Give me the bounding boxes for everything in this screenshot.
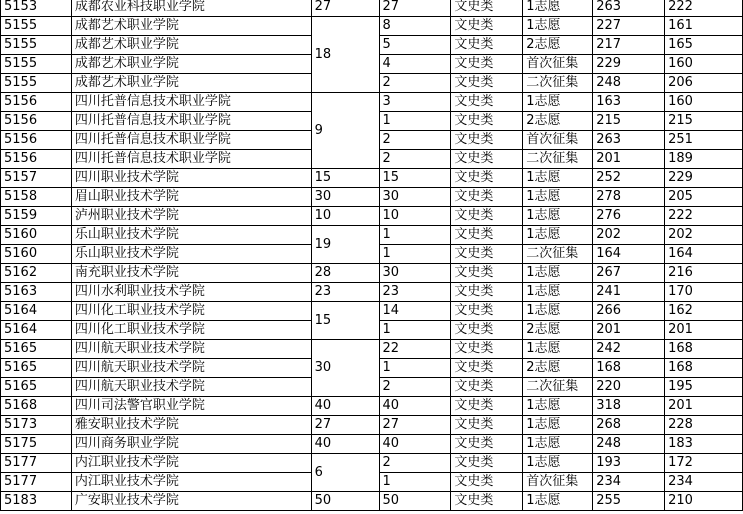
admit-count-cell: 8 xyxy=(379,17,451,36)
school-name-cell: 内江职业技术学院 xyxy=(71,473,311,492)
plan-count-cell: 40 xyxy=(311,435,379,454)
max-score-cell: 163 xyxy=(593,93,665,112)
table-row xyxy=(1,17,743,36)
max-score-cell: 248 xyxy=(593,74,665,93)
min-score-cell: 201 xyxy=(665,397,743,416)
admit-count-cell: 1 xyxy=(379,321,451,340)
min-score-cell: 222 xyxy=(665,0,743,17)
category-cell: 文史类 xyxy=(451,0,523,17)
min-score-cell: 251 xyxy=(665,131,743,150)
school-name-cell: 乐山职业技术学院 xyxy=(71,245,311,264)
plan-count-cell: 23 xyxy=(311,283,379,302)
school-name-cell: 乐山职业技术学院 xyxy=(71,226,311,245)
admit-count-cell: 1 xyxy=(379,473,451,492)
school-name-cell: 四川商务职业学院 xyxy=(71,435,311,454)
max-score-cell: 193 xyxy=(593,454,665,473)
category-cell: 文史类 xyxy=(451,245,523,264)
school-name-cell: 四川司法警官职业学院 xyxy=(71,397,311,416)
school-name-cell: 泸州职业技术学院 xyxy=(71,207,311,226)
admit-count-cell: 2 xyxy=(379,378,451,397)
max-score-cell: 318 xyxy=(593,397,665,416)
plan-count-cell: 9 xyxy=(311,93,379,169)
school-name-cell: 成都艺术职业学院 xyxy=(71,36,311,55)
max-score-cell: 278 xyxy=(593,188,665,207)
category-cell: 文史类 xyxy=(451,454,523,473)
category-cell: 文史类 xyxy=(451,473,523,492)
school-code-cell: 5156 xyxy=(1,93,72,112)
category-cell: 文史类 xyxy=(451,378,523,397)
table-row xyxy=(1,188,743,207)
max-score-cell: 202 xyxy=(593,226,665,245)
max-score-cell: 201 xyxy=(593,321,665,340)
round-cell: 二次征集 xyxy=(523,378,593,397)
min-score-cell: 168 xyxy=(665,359,743,378)
category-cell: 文史类 xyxy=(451,188,523,207)
table-row xyxy=(1,416,743,435)
table-row xyxy=(1,454,743,473)
round-cell: 1志愿 xyxy=(523,17,593,36)
category-cell: 文史类 xyxy=(451,321,523,340)
school-code-cell: 5168 xyxy=(1,397,72,416)
school-name-cell: 内江职业技术学院 xyxy=(71,454,311,473)
round-cell: 二次征集 xyxy=(523,245,593,264)
table-row xyxy=(1,283,743,302)
min-score-cell: 201 xyxy=(665,321,743,340)
school-name-cell: 雅安职业技术学院 xyxy=(71,416,311,435)
min-score-cell: 216 xyxy=(665,264,743,283)
max-score-cell: 168 xyxy=(593,359,665,378)
min-score-cell: 210 xyxy=(665,492,743,511)
admit-count-cell: 30 xyxy=(379,264,451,283)
plan-count-cell: 6 xyxy=(311,454,379,492)
school-name-cell: 成都农业科技职业学院 xyxy=(71,0,311,17)
school-code-cell: 5160 xyxy=(1,226,72,245)
school-name-cell: 四川化工职业技术学院 xyxy=(71,302,311,321)
school-code-cell: 5155 xyxy=(1,17,72,36)
school-code-cell: 5155 xyxy=(1,36,72,55)
table-row xyxy=(1,435,743,454)
school-name-cell: 成都艺术职业学院 xyxy=(71,74,311,93)
school-code-cell: 5177 xyxy=(1,473,72,492)
admit-count-cell: 2 xyxy=(379,454,451,473)
school-name-cell: 四川化工职业技术学院 xyxy=(71,321,311,340)
round-cell: 1志愿 xyxy=(523,226,593,245)
school-name-cell: 成都艺术职业学院 xyxy=(71,55,311,74)
round-cell: 1志愿 xyxy=(523,397,593,416)
category-cell: 文史类 xyxy=(451,340,523,359)
table-row xyxy=(1,340,743,359)
max-score-cell: 276 xyxy=(593,207,665,226)
category-cell: 文史类 xyxy=(451,302,523,321)
round-cell: 1志愿 xyxy=(523,169,593,188)
category-cell: 文史类 xyxy=(451,226,523,245)
round-cell: 首次征集 xyxy=(523,473,593,492)
plan-count-cell: 30 xyxy=(311,188,379,207)
school-code-cell: 5156 xyxy=(1,131,72,150)
max-score-cell: 201 xyxy=(593,150,665,169)
min-score-cell: 160 xyxy=(665,55,743,74)
admit-count-cell: 30 xyxy=(379,188,451,207)
min-score-cell: 228 xyxy=(665,416,743,435)
round-cell: 1志愿 xyxy=(523,264,593,283)
school-code-cell: 5160 xyxy=(1,245,72,264)
plan-count-cell: 27 xyxy=(311,0,379,17)
round-cell: 1志愿 xyxy=(523,492,593,511)
min-score-cell: 215 xyxy=(665,112,743,131)
plan-count-cell: 30 xyxy=(311,340,379,397)
admit-count-cell: 4 xyxy=(379,55,451,74)
school-name-cell: 四川航天职业技术学院 xyxy=(71,340,311,359)
round-cell: 1志愿 xyxy=(523,302,593,321)
max-score-cell: 268 xyxy=(593,416,665,435)
school-name-cell: 四川托普信息技术职业学院 xyxy=(71,131,311,150)
min-score-cell: 229 xyxy=(665,169,743,188)
school-code-cell: 5155 xyxy=(1,74,72,93)
school-code-cell: 5177 xyxy=(1,454,72,473)
admit-count-cell: 15 xyxy=(379,169,451,188)
category-cell: 文史类 xyxy=(451,416,523,435)
category-cell: 文史类 xyxy=(451,150,523,169)
round-cell: 二次征集 xyxy=(523,74,593,93)
school-code-cell: 5159 xyxy=(1,207,72,226)
admit-count-cell: 22 xyxy=(379,340,451,359)
min-score-cell: 170 xyxy=(665,283,743,302)
table-row xyxy=(1,93,743,112)
min-score-cell: 165 xyxy=(665,36,743,55)
round-cell: 1志愿 xyxy=(523,454,593,473)
admit-count-cell: 1 xyxy=(379,112,451,131)
min-score-cell: 195 xyxy=(665,378,743,397)
school-code-cell: 5165 xyxy=(1,340,72,359)
min-score-cell: 162 xyxy=(665,302,743,321)
category-cell: 文史类 xyxy=(451,435,523,454)
max-score-cell: 220 xyxy=(593,378,665,397)
admit-count-cell: 2 xyxy=(379,131,451,150)
school-name-cell: 四川航天职业技术学院 xyxy=(71,359,311,378)
category-cell: 文史类 xyxy=(451,359,523,378)
school-name-cell: 四川水利职业技术学院 xyxy=(71,283,311,302)
category-cell: 文史类 xyxy=(451,131,523,150)
min-score-cell: 164 xyxy=(665,245,743,264)
category-cell: 文史类 xyxy=(451,112,523,131)
category-cell: 文史类 xyxy=(451,17,523,36)
admit-count-cell: 27 xyxy=(379,416,451,435)
admit-count-cell: 10 xyxy=(379,207,451,226)
category-cell: 文史类 xyxy=(451,264,523,283)
max-score-cell: 255 xyxy=(593,492,665,511)
min-score-cell: 172 xyxy=(665,454,743,473)
plan-count-cell: 10 xyxy=(311,207,379,226)
min-score-cell: 222 xyxy=(665,207,743,226)
school-code-cell: 5155 xyxy=(1,55,72,74)
table-row xyxy=(1,264,743,283)
school-code-cell: 5162 xyxy=(1,264,72,283)
plan-count-cell: 18 xyxy=(311,17,379,93)
round-cell: 2志愿 xyxy=(523,112,593,131)
round-cell: 1志愿 xyxy=(523,283,593,302)
school-name-cell: 四川托普信息技术职业学院 xyxy=(71,112,311,131)
plan-count-cell: 15 xyxy=(311,302,379,340)
admit-count-cell: 50 xyxy=(379,492,451,511)
admit-count-cell: 5 xyxy=(379,36,451,55)
min-score-cell: 160 xyxy=(665,93,743,112)
school-name-cell: 成都艺术职业学院 xyxy=(71,17,311,36)
category-cell: 文史类 xyxy=(451,74,523,93)
min-score-cell: 168 xyxy=(665,340,743,359)
school-code-cell: 5156 xyxy=(1,112,72,131)
admit-count-cell: 27 xyxy=(379,0,451,17)
table-row xyxy=(1,397,743,416)
max-score-cell: 263 xyxy=(593,131,665,150)
category-cell: 文史类 xyxy=(451,492,523,511)
school-code-cell: 5157 xyxy=(1,169,72,188)
table-row xyxy=(1,169,743,188)
round-cell: 1志愿 xyxy=(523,435,593,454)
category-cell: 文史类 xyxy=(451,283,523,302)
round-cell: 1志愿 xyxy=(523,0,593,17)
plan-count-cell: 15 xyxy=(311,169,379,188)
category-cell: 文史类 xyxy=(451,207,523,226)
plan-count-cell: 28 xyxy=(311,264,379,283)
admit-count-cell: 2 xyxy=(379,74,451,93)
school-code-cell: 5183 xyxy=(1,492,72,511)
school-code-cell: 5156 xyxy=(1,150,72,169)
round-cell: 1志愿 xyxy=(523,188,593,207)
school-code-cell: 5153 xyxy=(1,0,72,17)
max-score-cell: 263 xyxy=(593,0,665,17)
school-name-cell: 四川航天职业技术学院 xyxy=(71,378,311,397)
school-name-cell: 四川托普信息技术职业学院 xyxy=(71,93,311,112)
table-row xyxy=(1,0,743,17)
school-name-cell: 广安职业技术学院 xyxy=(71,492,311,511)
max-score-cell: 266 xyxy=(593,302,665,321)
max-score-cell: 164 xyxy=(593,245,665,264)
round-cell: 1志愿 xyxy=(523,93,593,112)
round-cell: 1志愿 xyxy=(523,207,593,226)
category-cell: 文史类 xyxy=(451,36,523,55)
school-name-cell: 四川职业技术学院 xyxy=(71,169,311,188)
admit-count-cell: 1 xyxy=(379,226,451,245)
max-score-cell: 215 xyxy=(593,112,665,131)
round-cell: 1志愿 xyxy=(523,416,593,435)
admit-count-cell: 1 xyxy=(379,245,451,264)
min-score-cell: 234 xyxy=(665,473,743,492)
round-cell: 二次征集 xyxy=(523,150,593,169)
min-score-cell: 205 xyxy=(665,188,743,207)
round-cell: 2志愿 xyxy=(523,321,593,340)
school-name-cell: 南充职业技术学院 xyxy=(71,264,311,283)
table-row xyxy=(1,492,743,511)
round-cell: 2志愿 xyxy=(523,36,593,55)
admit-count-cell: 1 xyxy=(379,359,451,378)
admit-count-cell: 40 xyxy=(379,435,451,454)
school-code-cell: 5165 xyxy=(1,378,72,397)
school-code-cell: 5165 xyxy=(1,359,72,378)
school-name-cell: 眉山职业技术学院 xyxy=(71,188,311,207)
plan-count-cell: 27 xyxy=(311,416,379,435)
min-score-cell: 183 xyxy=(665,435,743,454)
round-cell: 首次征集 xyxy=(523,55,593,74)
max-score-cell: 227 xyxy=(593,17,665,36)
max-score-cell: 248 xyxy=(593,435,665,454)
school-code-cell: 5173 xyxy=(1,416,72,435)
plan-count-cell: 40 xyxy=(311,397,379,416)
round-cell: 首次征集 xyxy=(523,131,593,150)
school-code-cell: 5158 xyxy=(1,188,72,207)
school-code-cell: 5164 xyxy=(1,302,72,321)
max-score-cell: 234 xyxy=(593,473,665,492)
admit-count-cell: 40 xyxy=(379,397,451,416)
max-score-cell: 241 xyxy=(593,283,665,302)
min-score-cell: 202 xyxy=(665,226,743,245)
category-cell: 文史类 xyxy=(451,169,523,188)
min-score-cell: 161 xyxy=(665,17,743,36)
category-cell: 文史类 xyxy=(451,55,523,74)
plan-count-cell: 19 xyxy=(311,226,379,264)
admit-count-cell: 14 xyxy=(379,302,451,321)
table-row xyxy=(1,226,743,245)
table-row xyxy=(1,207,743,226)
category-cell: 文史类 xyxy=(451,93,523,112)
school-name-cell: 四川托普信息技术职业学院 xyxy=(71,150,311,169)
round-cell: 1志愿 xyxy=(523,340,593,359)
school-code-cell: 5163 xyxy=(1,283,72,302)
max-score-cell: 242 xyxy=(593,340,665,359)
max-score-cell: 217 xyxy=(593,36,665,55)
admit-count-cell: 2 xyxy=(379,150,451,169)
category-cell: 文史类 xyxy=(451,397,523,416)
admit-count-cell: 23 xyxy=(379,283,451,302)
max-score-cell: 229 xyxy=(593,55,665,74)
admit-count-cell: 3 xyxy=(379,93,451,112)
plan-count-cell: 50 xyxy=(311,492,379,511)
table-row xyxy=(1,302,743,321)
round-cell: 2志愿 xyxy=(523,359,593,378)
max-score-cell: 252 xyxy=(593,169,665,188)
school-code-cell: 5164 xyxy=(1,321,72,340)
school-code-cell: 5175 xyxy=(1,435,72,454)
min-score-cell: 206 xyxy=(665,74,743,93)
max-score-cell: 267 xyxy=(593,264,665,283)
min-score-cell: 189 xyxy=(665,150,743,169)
